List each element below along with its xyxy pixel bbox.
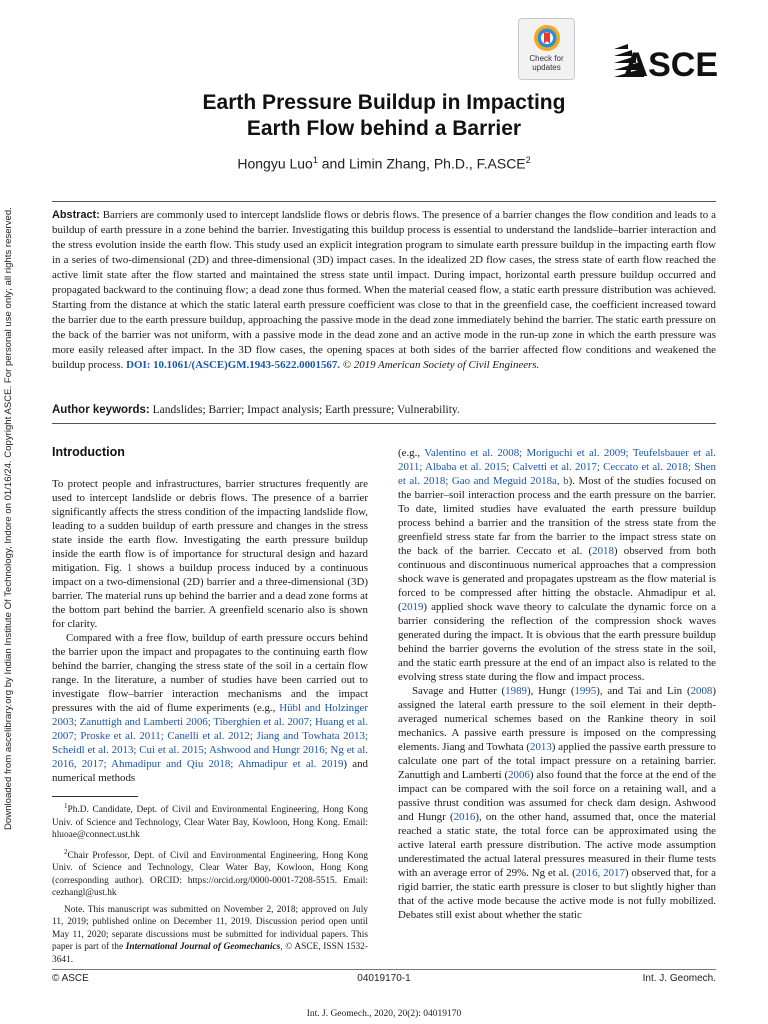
asce-logo (612, 38, 722, 86)
footer-copyright: © ASCE (52, 973, 89, 984)
doi-link[interactable]: 10.1061/(ASCE)GM.1943-5622.0001567. (153, 359, 341, 371)
page-footer (52, 973, 716, 987)
author-keywords (52, 403, 716, 418)
rc-p1-text-c: ) applied shock wave theory to calculate the dynamic force on a barrier considering the reflection of the compression shock waves generated during the impact. It is obvious that the earth pressure buildup behind the barrier governs the evolution of the stress state in the soil, and the static earth pressure at the end of an impact also is related to the evolving stress state during the flow and impact process. (398, 601, 716, 683)
author-1-affil-mark: 1 (312, 155, 318, 165)
page-citation: Int. J. Geomech., 2020, 20(2): 04019170 (306, 1009, 462, 1019)
keywords-label: Author keywords: (52, 404, 150, 416)
left-column (52, 444, 368, 785)
abstract-label: Abstract: (52, 209, 100, 221)
rc-p1-text-a: ). Most of the studies focused on the barrier–soil interaction process and the earth pressure on the barrier. To date, limited studies have evaluated the earth pressure buildup process behind a barrier and the transition of the stress state from the greenfield stress state far from the barrier to the impact stress state on the back of the barrier. Ceccato et al. ( (398, 475, 716, 557)
abstract (52, 208, 716, 373)
author-1: Hongyu Luo (237, 155, 313, 172)
abstract-bottom-rule (52, 423, 716, 424)
footnotes (52, 800, 368, 970)
intro-p2-text-a: Compared with a free flow, buildup of earth pressure occurs behind the barrier upon the impact and propagates to the continuing earth flow behind the barrier, changing the stress state of the soil in a certain flow range. In the literature, a number of studies have been carried out to investigate flow–barrier interaction mechanisms and the impact pressures with the aid of flume experiments (e.g., (52, 632, 368, 714)
right-column (398, 446, 716, 922)
rc-p2-text-b: ), Hungr ( (526, 685, 575, 697)
paper-title-line1: Earth Pressure Buildup in Impacting (202, 91, 566, 114)
submission-note-text-a: Note. This manuscript was submitted on November 2, 2018; approved on July 11, 2019; published online on December 11, 2019. Discussion period open until May 11, 2020; separate discussions must be submitted for individual papers. This paper is part of the (52, 904, 368, 953)
footnote-2 (52, 846, 368, 900)
badge-label-line2: updates (532, 63, 561, 72)
footnote-1-mark: 1 (64, 802, 68, 810)
citation-links[interactable]: Valentino et al. 2008; Moriguchi et al. 2009; Teufelsbauer et al. 2011; Albaba et al. 2015; Calvetti et al. 2017; Ceccato et al. 2018; Shen et al. 2018; Gao and Meguid 2018a, b (398, 447, 716, 487)
citation-link[interactable]: 1995 (574, 685, 597, 697)
citation-link[interactable]: 2016 (453, 811, 476, 823)
check-for-updates-icon (532, 23, 562, 53)
abstract-copyright: © 2019 American Society of Civil Engineers. (342, 359, 540, 371)
section-heading-introduction: Introduction (52, 445, 125, 459)
citation-link[interactable]: 2016, 2017 (575, 867, 625, 879)
badge-label-line1: Check for (529, 54, 564, 63)
paper-title (0, 90, 768, 142)
figure-link[interactable]: 1 (126, 562, 133, 574)
citation-link[interactable]: 2019 (401, 601, 424, 613)
citation-link[interactable]: 2008 (690, 685, 713, 697)
author-2-affil-mark: 2 (525, 155, 531, 165)
footer-page-id: 04019170-1 (357, 973, 411, 984)
intro-paragraph-2 (52, 631, 368, 785)
rc-p2-text-e: ) applied the passive earth pressure to calculate one part of the total impact pressure on a retaining barrier. Zanuttigh and Lamberti ( (398, 741, 716, 781)
footnote-rule (52, 796, 138, 797)
footer-rule (52, 969, 716, 970)
rc-p2-text-g: ), on the other hand, assumed that, once the material reached a static state, the total force can be approximated using the active lateral earth pressure distribution. The active mode assumption underestimated the actual lateral pressures measured in their flume tests with an average error of 29%. Ng et al. ( (398, 811, 717, 879)
abstract-text: Barriers are commonly used to intercept landslide flows or debris flows. The presence of a barrier changes the flow condition and leads to a buildup of earth pressure in a zone behind the barrier. Investigating this buildup process is essential to understand the landslide–barrier interaction and the stress evolution inside the earth flow. This study used an explicit integration program to simulate earth pressure buildup in the impacting earth flow in a series of two-dimensional (2D) and three-dimensional (3D) impact cases. In the idealized 2D flow cases, the stress state of earth flow reached the active limit state after the flow started and maintained the stress state until impact. During impact, horizontal earth pressure buildup occurred and propagated backward to the continuing flow; a dead zone thus formed. When the material ceased flow, a static earth pressure distribution was achieved. Starting from the distance at which the static lateral earth pressure coefficient was close to that in the greenfield case, the coefficient increased toward the barrier due to the earth pressure buildup, approaching the passive mode in the dead zone immediately behind the barrier. The static earth pressure on the back of the barrier was not uniform, with a passive mode in the dead zone and an active mode in the run-up zone in which the earth pressure was more easily released after impact. In the 3D flow cases, the opening spaces at both sides of the barrier affected flow conditions and weakened the buildup process. (52, 209, 716, 371)
intro-paragraph-1 (52, 477, 368, 631)
citation-link[interactable]: 2013 (530, 741, 552, 753)
footer-journal: Int. J. Geomech. (642, 973, 716, 984)
rc-p1-text-b: ) observed from both continuous and discontinuous numerical approaches that a compression shock wave is generated and propagates upstream as the flow material is forced to be compressed after hitting the obstacle. Ahmadipur et al. ( (398, 545, 716, 613)
check-for-updates-badge[interactable] (518, 18, 575, 80)
rc-p2-text-f: ) also found that the force at the end of the impact can be compared with the soil force on a retaining wall, and a passive thrust condition was assumed for check dam design. Ashwood and Hungr ( (398, 769, 716, 823)
footnote-1-text: Ph.D. Candidate, Dept. of Civil and Environmental Engineering, Hong Kong Univ. of Science and Technology, Clear Water Bay, Kowloon, Hong Kong. Email: hluoae@connect.ust.hk (52, 805, 368, 841)
footnote-1 (52, 800, 368, 842)
paper-title-line2: Earth Flow behind a Barrier (246, 117, 522, 140)
journal-name: International Journal of Geomechanics (125, 942, 281, 953)
rc-p2-text-d: ) assigned the lateral earth pressure to the soil element in their depth-averaged numerical schemes based on the Rankine theory in soil mechanics. A passive earth pressure is imposed on the compressing elements. Jiang and Towhata ( (398, 685, 716, 753)
citation-link[interactable]: 2018 (592, 545, 614, 557)
rc-p1-pre: (e.g., (398, 447, 425, 459)
author-line (0, 155, 768, 172)
intro-p1-text-a: To protect people and infrastructures, barrier structures frequently are used to intercept landslide or debris flows. The presence of a barrier significantly affects the stress condition of the impacting landslide flow, leading to a sudden buildup of earth pressure and changes in the stress state inside the earth flow. Investigating the earth pressure buildup inside the earth flow is of importance for structural design and hazard mitigation. Fig. (52, 478, 368, 574)
download-notice (2, 190, 16, 830)
submission-note-text-b: , © ASCE, ISSN 1532-3641. (52, 942, 368, 965)
doi-label: DOI: (126, 359, 151, 371)
citation-link[interactable]: 2006 (508, 769, 530, 781)
asce-logo-text: ASCE (623, 46, 718, 84)
intro-p2-text-b: ) and numerical methods (52, 758, 368, 784)
intro-p1-text-b: shows a buildup process induced by a continuous impact on a two-dimensional (2D) barrier and a three-dimensional (3D) barrier. The material runs up behind the barrier and a dead zone forms at the bottom part behind the barrier. A greenfield scenario also is shown for clarity. (52, 562, 368, 630)
submission-note (52, 904, 368, 967)
author-2: and Limin Zhang, Ph.D., F.ASCE (317, 155, 526, 172)
citation-links[interactable]: Hübl and Holzinger 2003; Zanuttigh and Lamberti 2006; Tiberghien et al. 2007; Huang et al. 2007; Proske et al. 2011; Canelli et al. 2012; Jiang and Towhata 2013; Scheidl et al. 2013; Cui et al. 2015; Ashwood and Hungr 2016; Ng et al. 2016, 2017; Ahmadipur and Qiu 2018; Ahmadipur et al. 2019 (52, 702, 368, 770)
rc-p2-text-a: Savage and Hutter ( (412, 685, 506, 697)
footnote-2-text: Chair Professor, Dept. of Civil and Environmental Engineering, Hong Kong Univ. of Science and Technology, Clear Water Bay, Kowloon, Hong Kong (corresponding author). ORCID: https://orcid.org/0000-0001-7208-5515. Email: cezhangl@ust.hk (52, 850, 368, 899)
abstract-top-rule (52, 201, 716, 202)
citation-link[interactable]: 1989 (505, 685, 527, 697)
right-paragraph-2 (398, 684, 716, 922)
rc-p2-text-h: ) observed that, for a rigid barrier, the static earth pressure is closer to but slightly higher than that of the active mode because the active mode is not fully mobilized. Debates still exist about whether the static (398, 867, 716, 921)
right-paragraph-1 (398, 446, 716, 684)
download-notice-text: Downloaded from ascelibrary.org by Indian Institute Of Technology, Indore on 01/16/24. Copyright ASCE. For personal use only; all rights reserved. (3, 207, 14, 830)
keywords-text: Landslides; Barrier; Impact analysis; Earth pressure; Vulnerability. (152, 404, 460, 416)
rc-p2-text-c: ), and Tai and Lin ( (596, 685, 691, 697)
footnote-2-mark: 2 (64, 847, 68, 856)
